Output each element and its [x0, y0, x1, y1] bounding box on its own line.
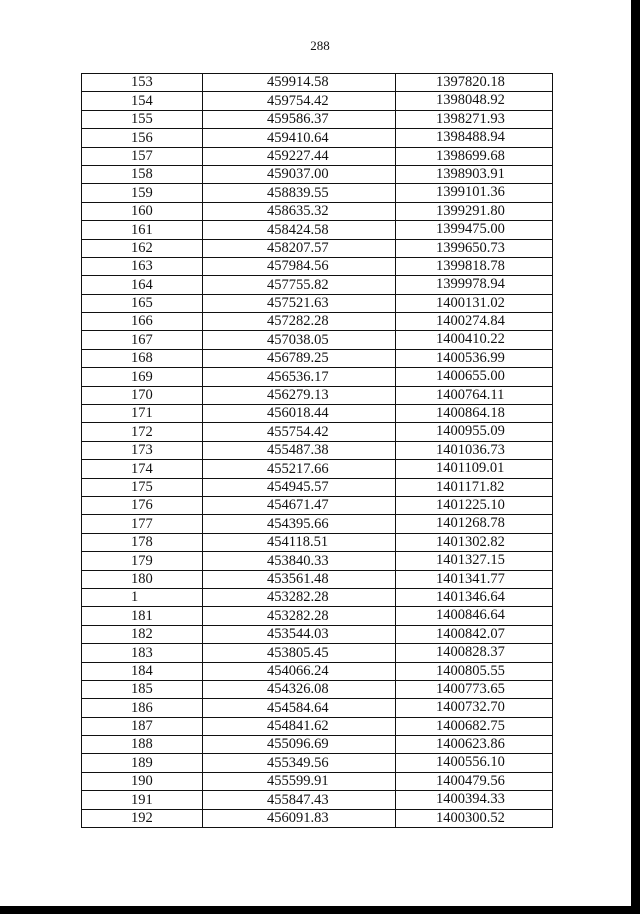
point-number-cell: 155	[82, 110, 203, 128]
point-number-cell: 170	[82, 386, 203, 404]
table-row	[82, 74, 553, 92]
table-row	[82, 129, 553, 147]
point-number-cell: 169	[82, 368, 203, 386]
point-number-cell: 188	[82, 736, 203, 754]
x-coordinate-cell: 458635.32	[203, 202, 396, 220]
y-coordinate-cell: 1400655.00	[396, 368, 553, 386]
y-coordinate-cell: 1399475.00	[396, 221, 553, 239]
point-number-cell: 153	[82, 74, 203, 92]
table-row	[82, 165, 553, 183]
point-number-cell: 159	[82, 184, 203, 202]
x-coordinate-cell: 453805.45	[203, 644, 396, 662]
x-coordinate-cell: 454118.51	[203, 533, 396, 551]
table-row	[82, 478, 553, 496]
y-coordinate-cell: 1401346.64	[396, 588, 553, 606]
table-row	[82, 202, 553, 220]
y-coordinate-cell: 1400955.09	[396, 423, 553, 441]
y-coordinate-cell: 1401327.15	[396, 552, 553, 570]
point-number-cell: 173	[82, 441, 203, 459]
point-number-cell: 189	[82, 754, 203, 772]
point-number-cell: 179	[82, 552, 203, 570]
table-row	[82, 699, 553, 717]
point-number-cell: 180	[82, 570, 203, 588]
table-row	[82, 791, 553, 809]
point-number-cell: 168	[82, 349, 203, 367]
x-coordinate-cell: 455349.56	[203, 754, 396, 772]
point-number-cell: 171	[82, 405, 203, 423]
table-row	[82, 331, 553, 349]
x-coordinate-cell: 458839.55	[203, 184, 396, 202]
point-number-cell: 175	[82, 478, 203, 496]
point-number-cell: 161	[82, 221, 203, 239]
y-coordinate-cell: 1400536.99	[396, 349, 553, 367]
x-coordinate-cell: 456279.13	[203, 386, 396, 404]
table-row	[82, 607, 553, 625]
point-number-cell: 162	[82, 239, 203, 257]
y-coordinate-cell: 1401268.78	[396, 515, 553, 533]
table-row	[82, 809, 553, 827]
point-number-cell: 178	[82, 533, 203, 551]
y-coordinate-cell: 1401109.01	[396, 460, 553, 478]
table-row	[82, 276, 553, 294]
table-row	[82, 772, 553, 790]
table-row	[82, 570, 553, 588]
y-coordinate-cell: 1400842.07	[396, 625, 553, 643]
x-coordinate-cell: 454066.24	[203, 662, 396, 680]
x-coordinate-cell: 454584.64	[203, 699, 396, 717]
x-coordinate-cell: 457282.28	[203, 313, 396, 331]
table-row	[82, 184, 553, 202]
table-row	[82, 533, 553, 551]
point-number-cell: 177	[82, 515, 203, 533]
table-row	[82, 736, 553, 754]
table-row	[82, 662, 553, 680]
y-coordinate-cell: 1398699.68	[396, 147, 553, 165]
table-row	[82, 349, 553, 367]
x-coordinate-cell: 457521.63	[203, 294, 396, 312]
x-coordinate-cell: 456091.83	[203, 809, 396, 827]
y-coordinate-cell: 1400274.84	[396, 313, 553, 331]
y-coordinate-cell: 1399101.36	[396, 184, 553, 202]
table-row	[82, 680, 553, 698]
table-row	[82, 257, 553, 275]
y-coordinate-cell: 1400300.52	[396, 809, 553, 827]
y-coordinate-cell: 1398048.92	[396, 92, 553, 110]
x-coordinate-cell: 456536.17	[203, 368, 396, 386]
y-coordinate-cell: 1400682.75	[396, 717, 553, 735]
x-coordinate-cell: 457984.56	[203, 257, 396, 275]
point-number-cell: 156	[82, 129, 203, 147]
page-number: 288	[310, 38, 330, 53]
y-coordinate-cell: 1400623.86	[396, 736, 553, 754]
point-number-cell: 192	[82, 809, 203, 827]
table-row	[82, 588, 553, 606]
x-coordinate-cell: 454326.08	[203, 680, 396, 698]
table-row	[82, 221, 553, 239]
y-coordinate-cell: 1400805.55	[396, 662, 553, 680]
x-coordinate-cell: 454841.62	[203, 717, 396, 735]
x-coordinate-cell: 459754.42	[203, 92, 396, 110]
x-coordinate-cell: 455217.66	[203, 460, 396, 478]
point-number-cell: 167	[82, 331, 203, 349]
point-number-cell: 166	[82, 313, 203, 331]
point-number-cell: 176	[82, 496, 203, 514]
y-coordinate-cell: 1401225.10	[396, 496, 553, 514]
y-coordinate-cell: 1399291.80	[396, 202, 553, 220]
y-coordinate-cell: 1400410.22	[396, 331, 553, 349]
point-number-cell: 191	[82, 791, 203, 809]
x-coordinate-cell: 458207.57	[203, 239, 396, 257]
point-number-cell: 158	[82, 165, 203, 183]
table-row	[82, 644, 553, 662]
x-coordinate-cell: 459914.58	[203, 74, 396, 92]
x-coordinate-cell: 457755.82	[203, 276, 396, 294]
x-coordinate-cell: 456789.25	[203, 349, 396, 367]
y-coordinate-cell: 1398488.94	[396, 129, 553, 147]
x-coordinate-cell: 459037.00	[203, 165, 396, 183]
y-coordinate-cell: 1401302.82	[396, 533, 553, 551]
point-number-cell: 182	[82, 625, 203, 643]
y-coordinate-cell: 1400479.56	[396, 772, 553, 790]
y-coordinate-cell: 1399978.94	[396, 276, 553, 294]
table-row	[82, 294, 553, 312]
y-coordinate-cell: 1397820.18	[396, 74, 553, 92]
point-number-cell: 190	[82, 772, 203, 790]
x-coordinate-cell: 455599.91	[203, 772, 396, 790]
y-coordinate-cell: 1398271.93	[396, 110, 553, 128]
x-coordinate-cell: 455487.38	[203, 441, 396, 459]
point-number-cell: 164	[82, 276, 203, 294]
y-coordinate-cell: 1399650.73	[396, 239, 553, 257]
point-number-cell: 181	[82, 607, 203, 625]
point-number-cell: 154	[82, 92, 203, 110]
table-row	[82, 405, 553, 423]
x-coordinate-cell: 455096.69	[203, 736, 396, 754]
point-number-cell: 1	[82, 588, 203, 606]
y-coordinate-cell: 1401341.77	[396, 570, 553, 588]
table-row	[82, 460, 553, 478]
y-coordinate-cell: 1399818.78	[396, 257, 553, 275]
x-coordinate-cell: 459410.64	[203, 129, 396, 147]
y-coordinate-cell: 1400764.11	[396, 386, 553, 404]
point-number-cell: 165	[82, 294, 203, 312]
y-coordinate-cell: 1398903.91	[396, 165, 553, 183]
x-coordinate-cell: 453282.28	[203, 588, 396, 606]
table-row	[82, 625, 553, 643]
y-coordinate-cell: 1400846.64	[396, 607, 553, 625]
coordinates-table-body	[82, 74, 553, 828]
table-row	[82, 496, 553, 514]
point-number-cell: 187	[82, 717, 203, 735]
y-coordinate-cell: 1401036.73	[396, 441, 553, 459]
x-coordinate-cell: 453544.03	[203, 625, 396, 643]
table-row	[82, 754, 553, 772]
x-coordinate-cell: 456018.44	[203, 405, 396, 423]
table-row	[82, 441, 553, 459]
table-row	[82, 386, 553, 404]
y-coordinate-cell: 1400732.70	[396, 699, 553, 717]
point-number-cell: 185	[82, 680, 203, 698]
point-number-cell: 157	[82, 147, 203, 165]
point-number-cell: 174	[82, 460, 203, 478]
table-row	[82, 515, 553, 533]
y-coordinate-cell: 1400773.65	[396, 680, 553, 698]
x-coordinate-cell: 454671.47	[203, 496, 396, 514]
x-coordinate-cell: 454945.57	[203, 478, 396, 496]
table-row	[82, 147, 553, 165]
x-coordinate-cell: 453840.33	[203, 552, 396, 570]
coordinates-table	[81, 73, 553, 828]
point-number-cell: 160	[82, 202, 203, 220]
table-row	[82, 239, 553, 257]
point-number-cell: 172	[82, 423, 203, 441]
table-row	[82, 717, 553, 735]
point-number-cell: 186	[82, 699, 203, 717]
table-row	[82, 423, 553, 441]
x-coordinate-cell: 459227.44	[203, 147, 396, 165]
x-coordinate-cell: 459586.37	[203, 110, 396, 128]
table-row	[82, 313, 553, 331]
point-number-cell: 183	[82, 644, 203, 662]
table-row	[82, 552, 553, 570]
point-number-cell: 184	[82, 662, 203, 680]
x-coordinate-cell: 455847.43	[203, 791, 396, 809]
y-coordinate-cell: 1400828.37	[396, 644, 553, 662]
y-coordinate-cell: 1400394.33	[396, 791, 553, 809]
x-coordinate-cell: 454395.66	[203, 515, 396, 533]
y-coordinate-cell: 1400131.02	[396, 294, 553, 312]
x-coordinate-cell: 455754.42	[203, 423, 396, 441]
y-coordinate-cell: 1401171.82	[396, 478, 553, 496]
point-number-cell: 163	[82, 257, 203, 275]
x-coordinate-cell: 453561.48	[203, 570, 396, 588]
table-row	[82, 110, 553, 128]
x-coordinate-cell: 453282.28	[203, 607, 396, 625]
y-coordinate-cell: 1400864.18	[396, 405, 553, 423]
table-row	[82, 368, 553, 386]
x-coordinate-cell: 458424.58	[203, 221, 396, 239]
y-coordinate-cell: 1400556.10	[396, 754, 553, 772]
table-row	[82, 92, 553, 110]
x-coordinate-cell: 457038.05	[203, 331, 396, 349]
